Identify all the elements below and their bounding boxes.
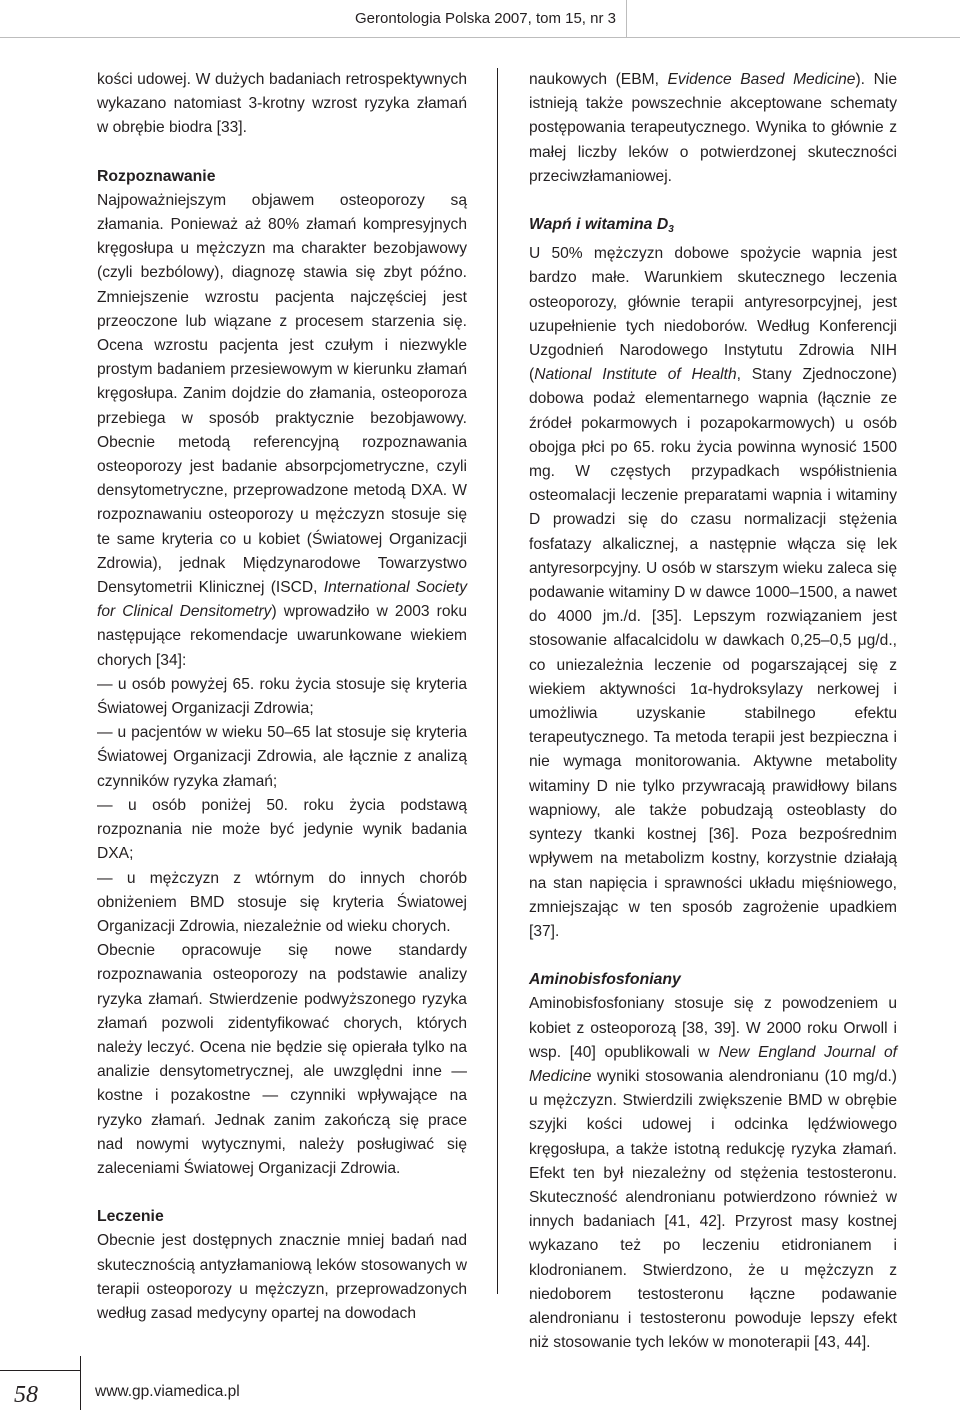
list-item: — u pacjentów w wieku 50–65 lat stosuje się kryteria Światowej Organizacji Zdrowia, ale łącznie z analizą czynników ryzyka złamań; <box>97 724 467 790</box>
paragraph <box>529 68 897 189</box>
paragraph-text: Aminobisfosfoniany stosuje się z powodzeniem u kobiet z osteoporozą [38, 39]. W 2000 roku Orwoll i wsp. [40] opublikowali w <box>529 995 897 1061</box>
paragraph-text: ) wprowadziło w 2003 roku następujące rekomendacje uwarunkowane wiekiem chorych [34]: <box>97 603 467 669</box>
column-divider <box>497 68 498 1294</box>
paragraph-text: naukowych (EBM, <box>529 71 668 88</box>
paragraph-text: Najpoważniejszym objawem osteoporozy są złamania. Ponieważ aż 80% złamań kompresyjnych kręgosłupa u mężczyzn ma charakter bezobjawowy (czyli bezbólowy), diagnozę stawia się zbyt późno. Zmniejszenie wzrostu pacjenta najczęściej jest przeoczone lub wiązane z procesem starzenia się. Ocena wzrostu pacjenta jest czułym i niezwykle prostym badaniem przesiewowym w kierunku złamań kręgosłupa. Zanim dojdzie do złamania, osteoporoza przebiega w sposób praktycznie bezobjawowy. Obecnie metodą referencyjną rozpoznawania osteoporozy jest badanie absorpcjometryczne, czyli densytometryczne, przeprowadzone metodą DXA. W rozpoznawaniu osteoporozy u mężczyzn stosuje się te same kryteria co u kobiet (Światowej Organizacji Zdrowia), jednak Międzynarodowe Towarzystwo Densytometrii Klinicznej (ISCD, <box>97 191 467 597</box>
paragraph: kości udowej. W dużych badaniach retrospektywnych wykazano natomiast 3-krotny wzrost ryzyka złamań w obrębie biodra [33]. <box>97 71 467 137</box>
running-header <box>0 0 960 38</box>
italic-term: National Institute of Health <box>534 366 737 384</box>
heading-text: Wapń i witamina D <box>529 216 669 234</box>
section-heading-leczenie: Leczenie <box>97 1208 164 1226</box>
paragraph-text: , Stany Zjednoczone) dobowa podaż elementarnego wapnia (łącznie ze źródeł pokarmowych i pozapokarmowych) u osób obojga płci po 65. roku życia powinna wynosić 1500 mg. W częstych przypadkach współistnienia osteomalacji leczenie preparatami wapnia i witaminy D prowadzi się do czasu normalizacji stężenia fosfatazy alkalicznej, a następnie włącza się lek antyresorpcyjny. U osób w starszym wieku zaleca się podawanie witaminy D w dawce 1000–1500, a nawet do 4000 jm./d. [35]. Lepszym rozwiązaniem jest stosowanie alfacalcidolu w dawkach 0,25–0,5 μg/d., co uniezależnia leczenie od pogarszającej się z wiekiem aktywności 1α-hydroksylazy nerkowej i umożliwia uzyskanie stabilnego efektu terapeutycznego. Ta metoda terapii jest bezpieczna i nie wymaga monitorowania. Aktywne metabolity witaminy D nie tylko przywracają prawidłowy bilans wapniowy, ale także pobudzają osteoblasty do syntezy tkanki kostnej [36]. Poza bezpośrednim wpływem na metabolizm kostny, korzystnie działają na stan napięcia i sprawności układu mięśniowego, zmniejszając w ten sposób zagrożenie upadkiem [37]. <box>529 366 897 940</box>
paragraph <box>97 189 467 673</box>
journal-title: Gerontologia Polska 2007, tom 15, nr 3 <box>355 10 616 27</box>
italic-term: International Society for Clinical Densitometry <box>97 579 467 621</box>
section-heading-aminobisfosfoniany: Aminobisfosfoniany <box>529 971 681 989</box>
list-item: — u osób powyżej 65. roku życia stosuje się kryteria Światowej Organizacji Zdrowia; <box>97 675 467 718</box>
header-divider <box>626 0 627 38</box>
paragraph-text: wyniki stosowania alendronianu (10 mg/d.) u mężczyzn. Stwierdzili zwiększenie BMD w obrębie szyjki kości udowej i odcinka lędźwiowego kręgosłupa, a także istotną redukcję ryzyka złamań. Efekt ten był niezależny od stężenia testosteronu. Skuteczność alendronianu potwierdzono również w innych badaniach [41, 42]. Przyrost masy kostnej wykazano też po leczeniu etidronianem i klodronianem. Stwierdzono, że u mężczyzn z niedoborem testosteronu łączne podawanie alendronianu i testosteronu powoduje lepszy efekt niż stosowanie tych leków w monoterapii [43, 44]. <box>529 1067 897 1352</box>
section-heading-wapn <box>529 213 897 242</box>
paragraph <box>529 242 897 944</box>
paragraph-text: ). Nie istnieją także powszechnie akceptowane schematy postępowania terapeutycznego. Wynika to głównie z małej liczby leków o potwierdzonej skuteczności przeciwzłamaniowej. <box>529 71 897 185</box>
paragraph: Obecnie opracowuje się nowe standardy rozpoznawania osteoporozy na podstawie analizy ryzyka złamań. Stwierdzenie podwyższonego ryzyka złamań pozwoli zidentyfikować chorych, których należy leczyć. Ocena nie będzie się opierała tylko na analizie densytometrycznej, ale uwzględni inne — kostne i pozakostne — czynniki wpływające na ryzyko złamań. Jednak zanim zakończą się prace nad nowymi wytycznymi, należy posługiwać się zaleceniami Światowej Organizacji Zdrowia. <box>97 942 467 1177</box>
paragraph: Obecnie jest dostępnych znacznie mniej badań nad skutecznością antyzłamaniową leków stosowanych w terapii osteoporozy u mężczyzn, przeprowadzonych według zasad medycyny opartej na dowodach <box>97 1232 467 1322</box>
section-heading-rozpoznawanie: Rozpoznawanie <box>97 167 216 185</box>
right-column <box>529 68 897 1355</box>
recommendation-list <box>97 673 467 939</box>
list-item: — u osób poniżej 50. roku życia podstawą rozpoznania nie może być jedynie wynik badania DXA; <box>97 796 467 863</box>
paragraph <box>529 992 897 1355</box>
page-number: 58 <box>14 1382 38 1408</box>
list-item: — u mężczyzn z wtórnym do innych chorób obniżeniem BMD stosuje się kryteria Światowej Organizacji Zdrowia, niezależnie od wieku chorych. <box>97 869 467 935</box>
heading-subscript: 3 <box>668 224 674 236</box>
footer-url: www.gp.viamedica.pl <box>95 1383 240 1400</box>
italic-term: Evidence Based Medicine <box>667 71 856 88</box>
footer-rule <box>0 1370 80 1371</box>
left-column <box>97 68 467 1326</box>
footer-divider <box>80 1356 81 1410</box>
italic-term: New England Journal of Medicine <box>529 1043 897 1085</box>
paragraph-text: U 50% mężczyzn dobowe spożycie wapnia jest bardzo małe. Warunkiem skutecznego leczenia osteoporozy, głównie terapii antyresorpcyjnej, jest uzupełnienie tych niedoborów. Według Konferencji Uzgodnień Narodowego Instytutu Zdrowia NIH ( <box>529 245 897 384</box>
